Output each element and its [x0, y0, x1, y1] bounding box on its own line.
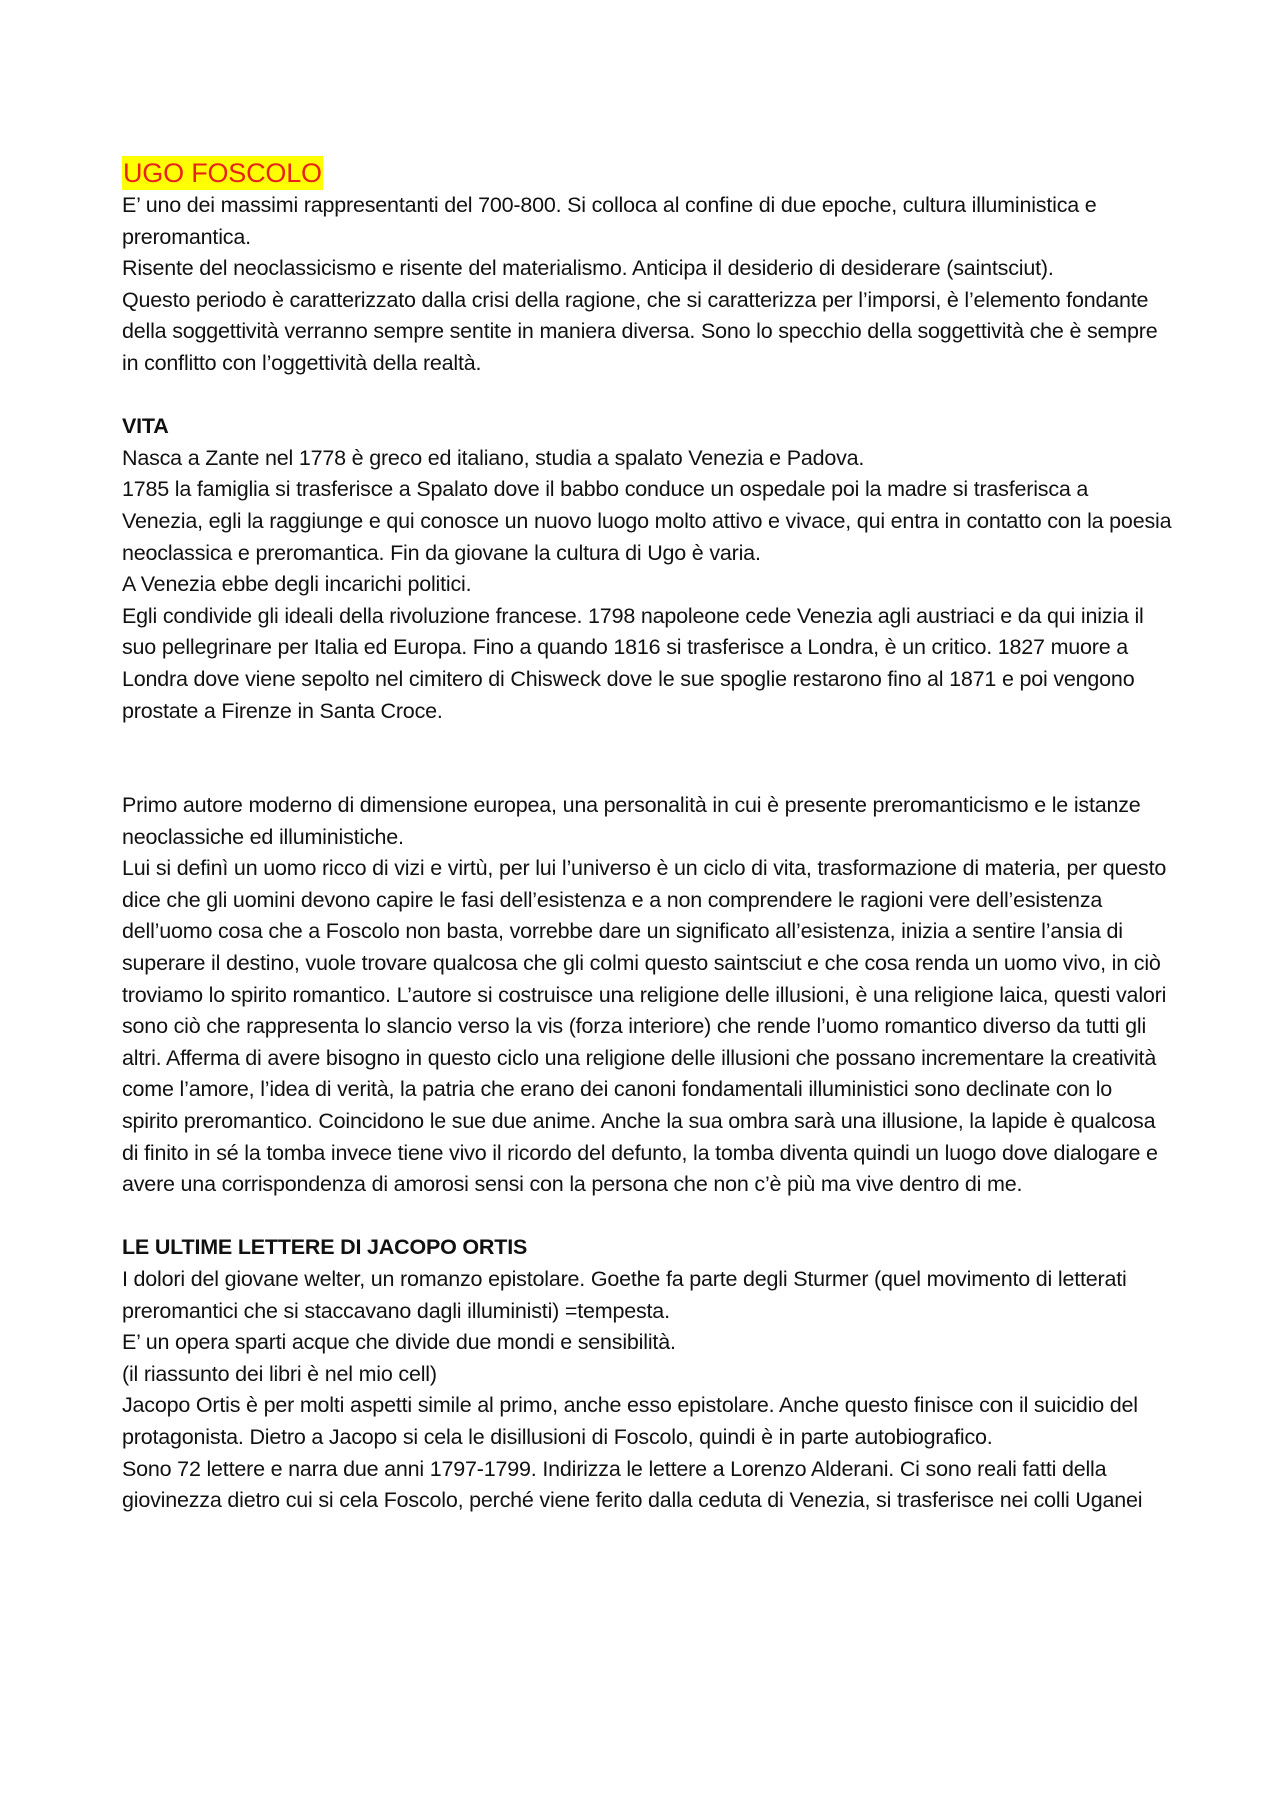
- vita-paragraph: A Venezia ebbe degli incarichi politici.: [122, 572, 472, 597]
- intro-paragraph: Questo periodo è caratterizzato dalla crisi della ragione, che si caratterizza per l’imporsi, è l’elemento fondante della soggettività verranno sempre sentite in maniera diversa. Sono lo specchio della soggettività che è sempre in conflitto con l’oggettività della realtà.: [122, 287, 1158, 375]
- section-heading-ortis: LE ULTIME LETTERE DI JACOPO ORTIS: [122, 1235, 528, 1260]
- blank-line: [122, 1201, 1172, 1233]
- document-title: UGO FOSCOLO: [123, 158, 322, 188]
- intro-paragraph: Risente del neoclassicismo e risente del materialismo. Anticipa il desiderio di desiderare (saintsciut).: [122, 256, 1054, 281]
- ortis-paragraph: Sono 72 lettere e narra due anni 1797-1799. Indirizza le lettere a Lorenzo Alderani. Ci sono reali fatti della giovinezza dietro cui si cela Foscolo, perché viene ferito dalla ceduta di Venezia, si trasferisce nei colli Uganei: [122, 1456, 1143, 1513]
- autore-paragraph: Primo autore moderno di dimensione europea, una personalità in cui è presente preromanticismo e le istanze neoclassiche ed illuministiche.: [122, 793, 1141, 849]
- autore-paragraph: Lui si definì un uomo ricco di vizi e virtù, per lui l’universo è un ciclo di vita, trasformazione di materia, per questo dice che gli uomini devono capire le fasi dell’esistenza e a non comprendere le ragioni vere dell’esistenza dell’uomo cosa che a Foscolo non basta, vorrebbe dare un significato all’esistenza, inizia a sentire l’ansia di superare il destino, vuole trovare qualcosa che gli colmi questo saintsciut e che cosa renda un uomo vivo, in ciò troviamo lo spirito romantico. L’autore si costruisce una religione delle illusioni, è una religione laica, questi valori sono ciò che rappresenta lo slancio verso la vis (forza interiore) che rende l’uomo romantico diverso da tutti gli altri. Afferma di avere bisogno in questo ciclo una religione delle illusioni che possano incrementare la creatività come l’amore, l’idea di verità, la patria che erano dei canoni fondamentali illuministici sono declinate con lo spirito preromantico. Coincidono le sue due anime. Anche la sua ombra sarà una illusione, la lapide è qualcosa di finito in sé la tomba invece tiene vivo il ricordo del defunto, la tomba diventa quindi un luogo dove dialogare e avere una corrispondenza di amorosi sensi con la persona che non c’è più ma vive dentro di me.: [122, 856, 1167, 1197]
- intro-paragraph: E’ uno dei massimi rappresentanti del 700-800. Si colloca al confine di due epoche, cultura illuministica e preromantica.: [122, 193, 1097, 249]
- vita-paragraph: Nasca a Zante nel 1778 è greco ed italiano, studia a spalato Venezia e Padova.: [122, 445, 865, 470]
- ortis-paragraph: I dolori del giovane welter, un romanzo epistolare. Goethe fa parte degli Sturmer (quel movimento di letterati preromantici che si staccavano dagli illuministi) =tempesta.: [122, 1267, 1127, 1323]
- title-line: [122, 156, 1172, 190]
- vita-paragraph: 1785 la famiglia si trasferisce a Spalato dove il babbo conduce un ospedale poi la madre si trasferisca a Venezia, egli la raggiunge e qui conosce un nuovo luogo molto attivo e vivace, qui entra in contatto con la poesia neoclassica e preromantica. Fin da giovane la cultura di Ugo è varia.: [122, 477, 1172, 565]
- vita-paragraph: Egli condivide gli ideali della rivoluzione francese. 1798 napoleone cede Venezia agli austriaci e da qui inizia il suo pellegrinare per Italia ed Europa. Fino a quando 1816 si trasferisce a Londra, è un critico. 1827 muore a Londra dove viene sepolto nel cimitero di Chisweck dove le sue spoglie restarono fino al 1871 e poi vengono prostate a Firenze in Santa Croce.: [122, 603, 1144, 723]
- document-page: [122, 156, 1172, 1517]
- ortis-paragraph: E’ un opera sparti acque che divide due mondi e sensibilità.: [122, 1330, 676, 1355]
- section-heading-vita: VITA: [122, 414, 169, 439]
- blank-lines: [122, 727, 1172, 790]
- ortis-paragraph: Jacopo Ortis è per molti aspetti simile al primo, anche esso epistolare. Anche questo finisce con il suicidio del protagonista. Dietro a Jacopo si cela le disillusioni di Foscolo, quindi è in parte autobiografico.: [122, 1393, 1138, 1449]
- blank-line: [122, 380, 1172, 412]
- ortis-paragraph: (il riassunto dei libri è nel mio cell): [122, 1361, 437, 1386]
